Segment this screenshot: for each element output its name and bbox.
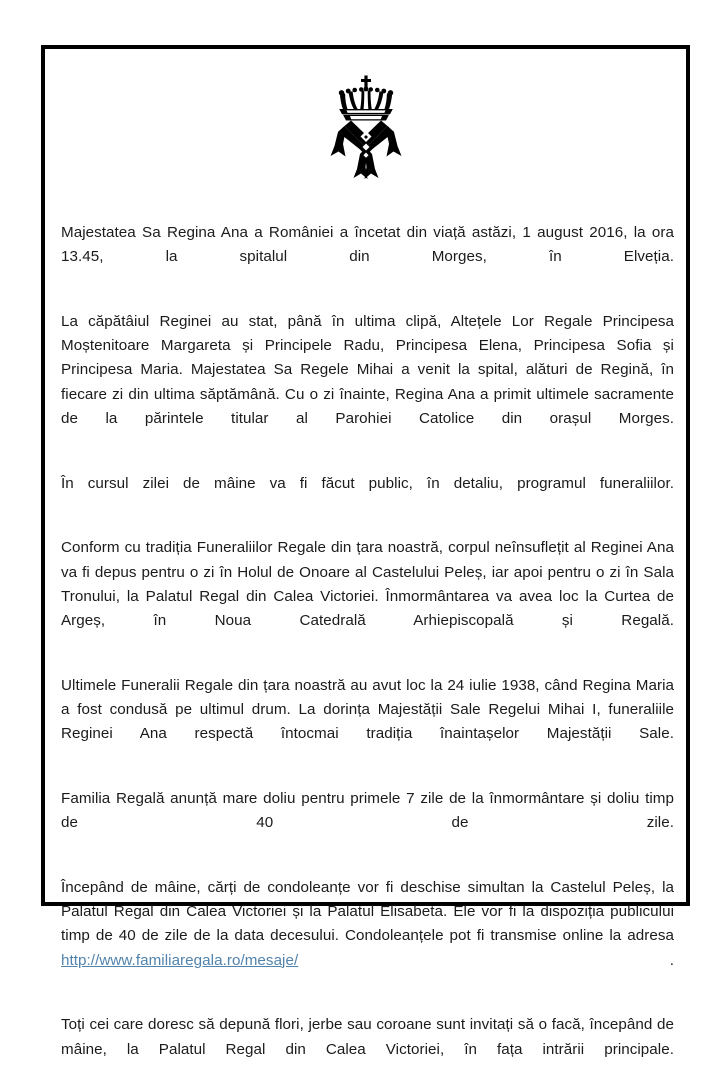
paragraph-6: Familia Regală anunță mare doliu pentru primele 7 zile de la înmormântare și doliu timp de 40 de zile. bbox=[61, 789, 674, 832]
paragraph-7 bbox=[61, 876, 674, 997]
paragraph-8: Toți cei care doresc să depună flori, jerbe sau coroane sunt invitați să o facă, începând de mâine, la Palatul Regal din Calea Victoriei, în fața intrării principale. bbox=[61, 1016, 674, 1058]
paragraph-7-text-before-link: Începând de mâine, cărți de condoleanțe vor fi deschise simultan la Castelul Peleș, la Palatul Regal din Calea Victoriei și la Palatul Elisabeta. Ele vor fi la dispoziția publicului timp de 40 de zile de la data decesului. Condoleanțele pot fi transmise online la adresa bbox=[61, 878, 674, 945]
royal-cypher-crest-icon bbox=[320, 74, 412, 184]
paragraph-2: La căpătâiul Reginei au stat, până în ultima clipă, Altețele Lor Regale Principesa Moștenitoare Margareta și Principele Radu, Principesa Elena, Principesa Sofia și Principesa Maria. Majestatea Sa Regele Mihai a venit la spital, alături de Regină, în fiecare zi din ultima săptămână. Cu o zi înainte, Regina Ana a primit ultimele sacramente de la părintele titular al Parohiei Catolice din orașul Morges. bbox=[61, 312, 674, 428]
condolences-website-link[interactable]: http://www.familiaregala.ro/mesaje/ bbox=[61, 951, 299, 969]
announcement-body bbox=[61, 221, 674, 1086]
paragraph-5: Ultimele Funeralii Regale din țara noastră au avut loc la 24 iulie 1938, când Regina Maria a fost condusă pe ultimul drum. La dorința Majestății Sale Regelui Mihai I, funeraliile Reginei Ana respectă întocmai tradiția înaintașelor Majestății Sale. bbox=[61, 676, 674, 743]
paragraph-4: Conform cu tradiția Funeraliilor Regale din țara noastră, corpul neînsuflețit al Reginei Ana va fi depus pentru o zi în Holul de Onoare al Castelului Peleș, iar apoi pentru o zi în Sala Tronului, la Palatul Regal din Calea Victoriei. Înmormântarea va avea loc la Curtea de Argeș, în Noua Catedrală Arhiepiscopală și Regală. bbox=[61, 539, 674, 630]
paragraph-3: În cursul zilei de mâine va fi făcut public, în detaliu, programul funeraliilor. bbox=[61, 474, 674, 492]
crest-area bbox=[45, 49, 686, 209]
document-frame-border bbox=[41, 45, 690, 1058]
paragraph-1: Majestatea Sa Regina Ana a României a încetat din viață astăzi, 1 august 2016, la ora 13.45, la spitalul din Morges, în Elveția. bbox=[61, 224, 674, 266]
paragraph-7-text-after-link: . bbox=[298, 951, 674, 969]
